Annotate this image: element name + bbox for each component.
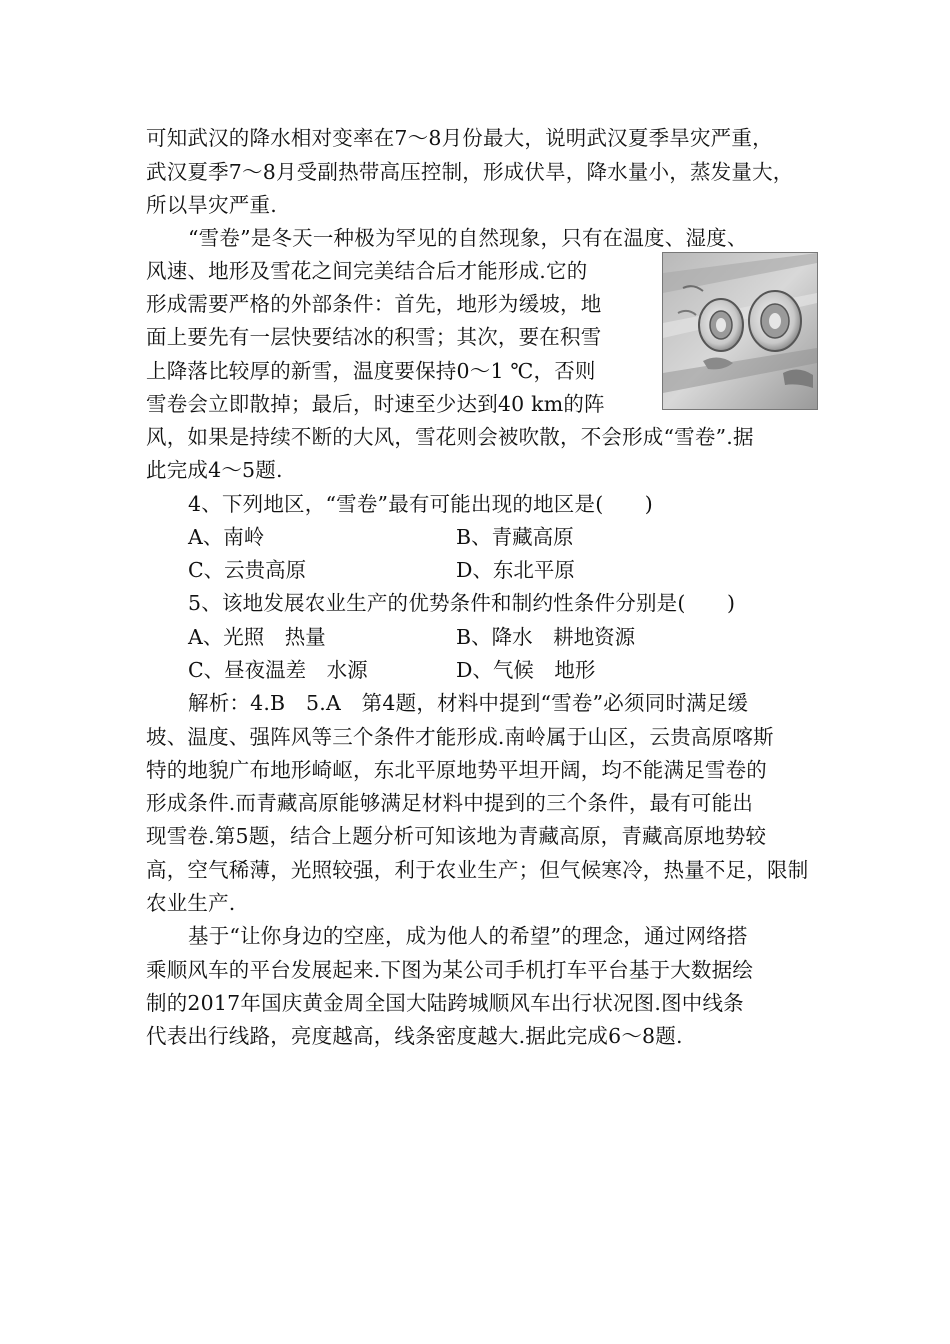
question-4-option-d: D、东北平原 (456, 558, 575, 582)
paragraph-1-line-2: 武汉夏季7～8月受副热带高压控制，形成伏旱，降水量小，蒸发量大， (146, 160, 794, 184)
paragraph-2-line-8: 此完成4～5题. (146, 458, 283, 482)
analysis-line-2: 坡、温度、强阵风等三个条件才能形成.南岭属于山区，云贵高原喀斯 (146, 725, 774, 749)
question-5-option-a: A、光照 热量 (188, 625, 326, 649)
question-5-stem: 5、该地发展农业生产的优势条件和制约性条件分别是( ) (188, 591, 736, 615)
analysis-line-3: 特的地貌广布地形崎岖，东北平原地势平坦开阔，均不能满足雪卷的 (146, 758, 767, 782)
question-4-stem: 4、下列地区，“雪卷”最有可能出现的地区是( ) (188, 492, 653, 516)
paragraph-3-line-3: 制的2017年国庆黄金周全国大陆跨城顺风车出行状况图.图中线条 (146, 991, 744, 1015)
paragraph-2-line-3: 形成需要严格的外部条件：首先，地形为缓坡，地 (146, 292, 602, 316)
paragraph-2-line-6: 雪卷会立即散掉；最后，时速至少达到40 km的阵 (146, 392, 605, 416)
paragraph-2-line-4: 面上要先有一层快要结冰的积雪；其次，要在积雪 (146, 325, 602, 349)
question-4-option-b: B、青藏高原 (456, 525, 574, 549)
paragraph-3-line-4: 代表出行线路，亮度越高，线条密度越大.据此完成6～8题. (146, 1024, 683, 1048)
question-4-option-a: A、南岭 (188, 525, 265, 549)
analysis-line-5: 现雪卷.第5题，结合上题分析可知该地为青藏高原，青藏高原地势较 (146, 824, 767, 848)
paragraph-3-line-2: 乘顺风车的平台发展起来.下图为某公司手机打车平台基于大数据绘 (146, 958, 754, 982)
paragraph-2-line-1: “雪卷”是冬天一种极为罕见的自然现象，只有在温度、湿度、 (188, 226, 748, 250)
analysis-line-7: 农业生产. (146, 891, 236, 915)
paragraph-1-line-1: 可知武汉的降水相对变率在7～8月份最大，说明武汉夏季旱灾严重， (146, 126, 773, 150)
question-5-option-c: C、昼夜温差 水源 (188, 658, 368, 682)
paragraph-2-line-5: 上降落比较厚的新雪，温度要保持0～1 ℃，否则 (146, 359, 596, 383)
paragraph-1-line-3: 所以旱灾严重. (146, 193, 277, 217)
question-5-option-b: B、降水 耕地资源 (456, 625, 636, 649)
question-4-option-c: C、云贵高原 (188, 558, 307, 582)
analysis-line-4: 形成条件.而青藏高原能够满足材料中提到的三个条件，最有可能出 (146, 791, 754, 815)
paragraph-2-line-2: 风速、地形及雪花之间完美结合后才能形成.它的 (146, 259, 588, 283)
question-5-option-d: D、气候 地形 (456, 658, 596, 682)
paragraph-3-line-1: 基于“让你身边的空座，成为他人的希望”的理念，通过网络搭 (188, 924, 748, 948)
snow-roller-photo (662, 252, 818, 410)
snow-roller-illustration (663, 253, 817, 409)
analysis-line-6: 高，空气稀薄，光照较强，利于农业生产；但气候寒冷，热量不足，限制 (146, 858, 809, 882)
analysis-line-1: 解析：4.B 5.A 第4题，材料中提到“雪卷”必须同时满足缓 (188, 691, 749, 715)
paragraph-2-line-7: 风，如果是持续不断的大风，雪花则会被吹散，不会形成“雪卷”.据 (146, 425, 754, 449)
